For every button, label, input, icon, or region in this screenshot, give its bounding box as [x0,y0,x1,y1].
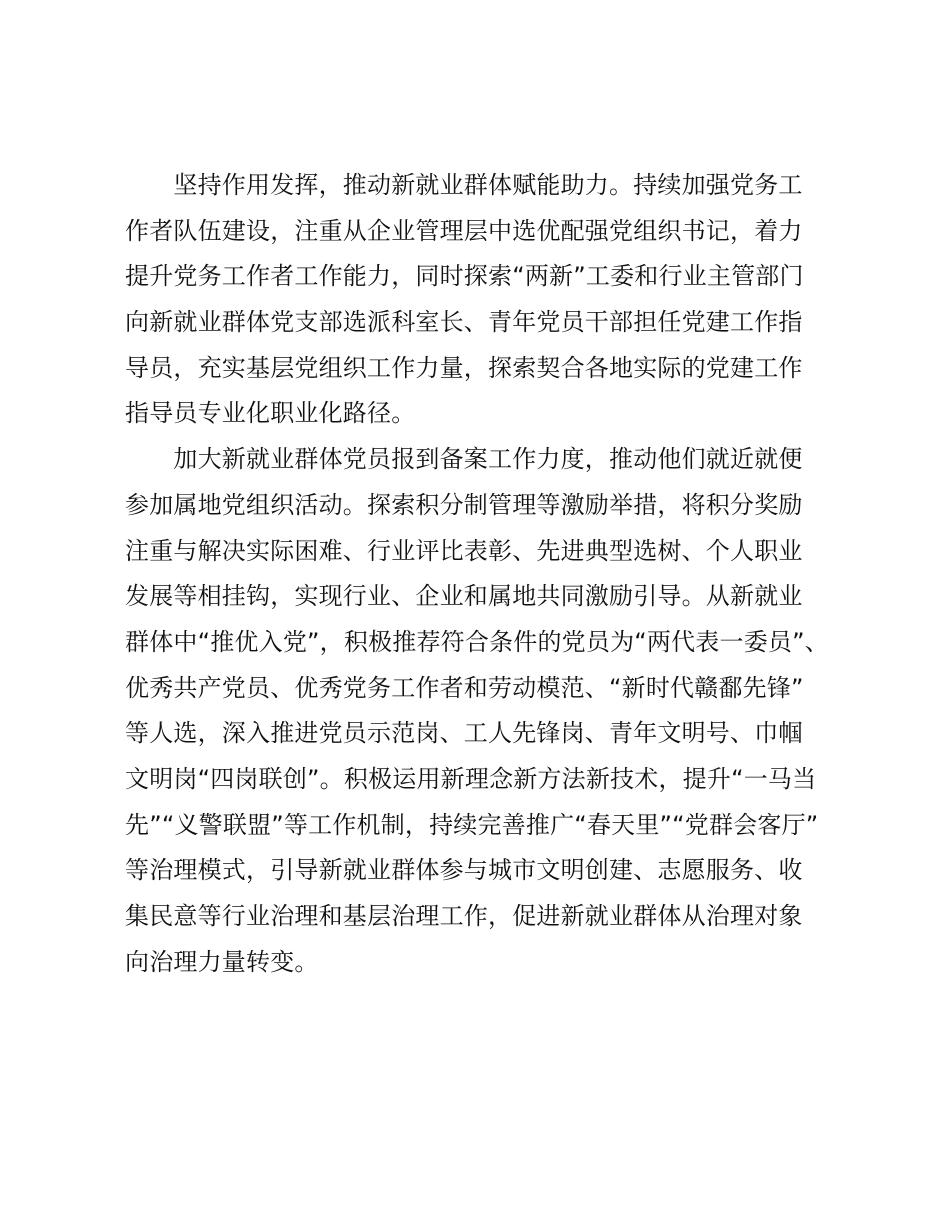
text-line: 参加属地党组织活动。探索积分制管理等激励举措，将积分奖励 [125,490,803,519]
text-line: 指导员专业化职业化路径。 [125,399,416,428]
text-line: 加大新就业群体党员报到备案工作力度，推动他们就近就便 [125,445,803,474]
text-line: 导员，充实基层党组织工作力量，探索契合各地实际的党建工作 [125,353,803,382]
text-line: 优秀共产党员、优秀党务工作者和劳动模范、“新时代赣鄱先锋” [125,673,804,702]
text-line: 注重与解决实际困难、行业评比表彰、先进典型选树、个人职业 [125,536,803,565]
text-line: 等治理模式，引导新就业群体参与城市文明创建、志愿服务、收 [125,856,803,885]
document-body [125,163,845,985]
text-line: 集民意等行业治理和基层治理工作，促进新就业群体从治理对象 [125,902,803,930]
paragraph [125,437,845,985]
text-line: 坚持作用发挥，推动新就业群体赋能助力。持续加强党务工 [125,171,803,199]
paragraph [125,163,845,437]
text-line: 向治理力量转变。 [125,947,319,976]
text-line: 文明岗“四岗联创”。积极运用新理念新方法新技术，提升“一马当 [125,764,817,793]
text-line: 发展等相挂钩，实现行业、企业和属地共同激励引导。从新就业 [125,582,803,611]
text-line: 提升党务工作者工作能力，同时探索“两新”工委和行业主管部门 [125,262,804,291]
text-line: 向新就业群体党支部选派科室长、青年党员干部担任党建工作指 [125,308,803,337]
text-line: 群体中“推优入党”，积极推荐符合条件的党员为“两代表一委员”、 [125,627,829,656]
text-line: 先”“义警联盟”等工作机制，持续完善推广“春天里”“党群会客厅” [125,810,819,839]
text-line: 作者队伍建设，注重从企业管理层中选优配强党组织书记，着力 [125,216,803,245]
text-line: 等人选，深入推进党员示范岗、工人先锋岗、青年文明号、巾帼 [125,719,803,748]
